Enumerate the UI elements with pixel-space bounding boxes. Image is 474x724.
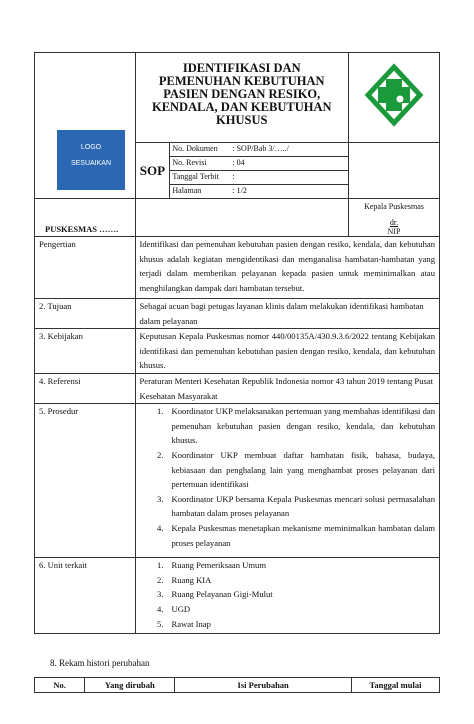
history-col-date: Tanggal mulai — [351, 678, 439, 693]
head-signature-cell — [348, 199, 439, 237]
head-nip: NIP — [387, 227, 401, 236]
list-item: 4. Kepala Puskesmas menetapkan mekanisme meminimalkan hambatan dalam proses pelayanan — [157, 522, 435, 548]
list-item: 2. Koordinator UKP membuat daftar hambatan fisik, bahasa, budaya, kebiasaan dan penghalang lain yang menghambat proses pelayanan dari pertemuan identifikasi — [157, 449, 435, 490]
issue-date-label: Tanggal Terbit — [170, 171, 230, 185]
tujuan-label: 2. Tujuan — [35, 299, 136, 329]
list-item: 2. Ruang KIA — [157, 574, 212, 585]
logo-text-2: SESUAIKAN — [70, 160, 112, 167]
doc-number-label: No. Dokumen — [170, 143, 230, 157]
list-item: 1. Ruang Pemeriksaan Umum — [157, 560, 267, 571]
blank-cell — [135, 199, 348, 237]
row-prosedur — [35, 404, 440, 558]
head-title: Kepala Puskesmas — [364, 202, 424, 211]
history-col-content: Isi Perubahan — [175, 678, 352, 693]
list-item: 3. Ruang Pelayanan Gigi-Mulut — [157, 589, 273, 600]
page-value: : 1/2 — [232, 186, 247, 195]
row-tujuan — [35, 299, 440, 329]
kebijakan-text: Keputusan Kepala Puskesmas nomor 440/00135A/430.9.3.6/2022 tentang Kebijakan identifikasi dan pemenuhan kebutuhan pasien dengan resiko, kendala, dan kebutuhan khusus. — [135, 329, 440, 374]
row-pengertian — [35, 237, 440, 299]
page-title: IDENTIFIKASI DAN PEMENUHAN KEBUTUHAN PASIEN DENGAN RESIKO, KENDALA, DAN KEBUTUHAN KHUSUS — [151, 61, 332, 127]
doc-number-value: : SOP/Bab 3/…../ — [230, 143, 348, 157]
sop-label-cell — [135, 143, 170, 199]
history-col-changed: Yang dirubah — [85, 678, 175, 693]
list-item: 3. Koordinator UKP bersama Kepala Puskesmas mencari solusi permasalahan hambatan dalam proses pelayanan — [157, 493, 435, 519]
sop-label: SOP — [139, 162, 166, 178]
issue-date-value: : — [230, 171, 348, 185]
tujuan-text: Sebagai acuan bagi petugas layanan klinis dalam melakukan identifikasi hambatan dalam pelayanan — [135, 299, 440, 329]
revision-value: : 04 — [230, 157, 348, 171]
list-item: 5. Rawat Inap — [157, 618, 211, 629]
referensi-label: 4. Referensi — [35, 373, 136, 403]
list-item: 4. UGD — [157, 603, 191, 614]
prosedur-label: 5. Prosedur — [35, 404, 136, 558]
table-header-row — [35, 678, 440, 693]
revision-label: No. Revisi — [170, 157, 230, 171]
head-name: dr. — [389, 218, 399, 227]
history-col-no: No. — [35, 678, 85, 693]
empty-cell — [348, 143, 439, 199]
puskesmas-emblem-icon — [349, 53, 439, 137]
unit-label: 6. Unit terkait — [35, 558, 136, 634]
logo-placeholder — [57, 130, 125, 190]
pengertian-text: Identifikasi dan pemenuhan kebutuhan pasien dengan resiko, kendala, dan kebutuhan khusus adalah kegiatan mengidentikasi dan menganalisa hambatan-hambatan yang terjadi dalam memberikan pelayanan kepada pasien untuk meminimalkan atau menghilangkan dampak dari hambatan tersebut. — [135, 237, 440, 299]
emblem-cell — [348, 53, 439, 143]
institution-cell — [35, 199, 136, 237]
doc-info-table — [170, 143, 348, 198]
row-kebijakan — [35, 329, 440, 374]
row-unit — [35, 558, 440, 634]
doc-info-cell — [170, 143, 349, 199]
institution-name: PUSKESMAS ……. — [45, 224, 119, 234]
history-table — [34, 677, 440, 693]
unit-list — [140, 558, 436, 631]
kebijakan-label: 3. Kebijakan — [35, 329, 136, 374]
title-cell — [135, 53, 348, 143]
row-referensi — [35, 373, 440, 403]
history-title: 8. Rekam histori perubahan — [50, 658, 150, 668]
pengertian-label: Pengertian — [35, 237, 136, 299]
prosedur-list — [140, 404, 436, 550]
list-item: 1. Koordinator UKP melaksanakan pertemuan yang membahas identifikasi dan pemenuhan kebutuhan pasien dengan resiko, kendala, dan kebutuhan khusus. — [157, 406, 435, 446]
referensi-text: Peraturan Menteri Kesehatan Republik Indonesia nomor 43 tahun 2019 tentang Pusat Kesehatan Masyarakat — [135, 373, 440, 403]
logo-text-1: LOGO — [80, 144, 102, 151]
page-label: Halaman — [172, 186, 202, 195]
